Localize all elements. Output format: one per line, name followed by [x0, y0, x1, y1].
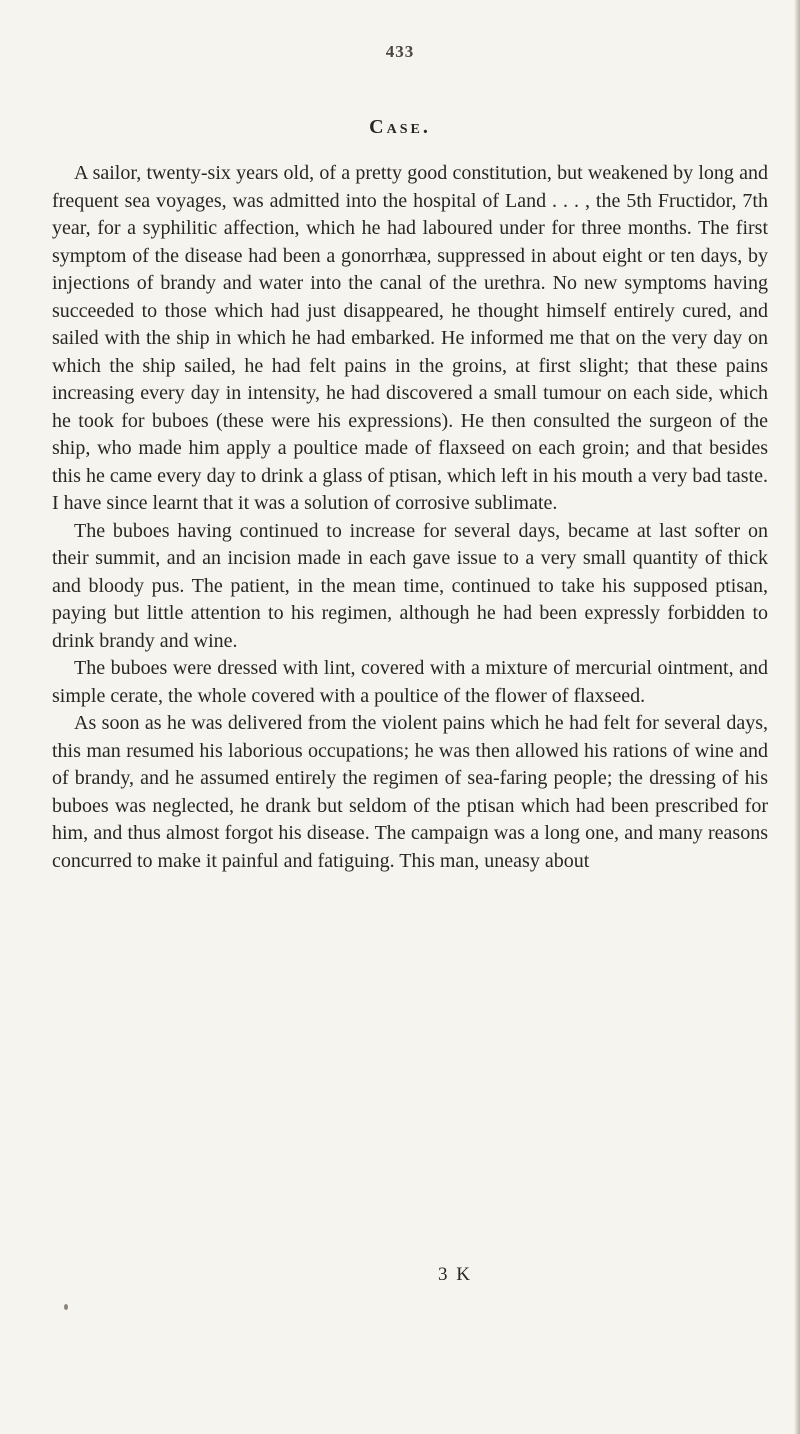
- page-number: 433: [385, 42, 415, 61]
- body-text: [52, 160, 768, 875]
- paragraph-4: As soon as he was delivered from the violent pains which he had felt for several days, this man resumed his laborious occupations; he was then allowed his rations of wine and of brandy, and he assumed entirely the regimen of sea-faring people; the dressing of his buboes was neglected, he drank but seldom of the ptisan which had been prescribed for him, and thus almost forgot his disease. The campaign was a long one, and many reasons concurred to make it painful and fatiguing. This man, uneasy about: [52, 712, 768, 872]
- paragraph-2: The buboes having continued to increase for several days, became at last softer on their summit, and an incision made in each gave issue to a very small quantity of thick and bloody pus. The patient, in the mean time, continued to take his supposed ptisan, paying but little attention to his regimen, although he had been expressly forbidden to drink brandy and wine.: [52, 519, 768, 652]
- ink-speck: [64, 1304, 68, 1310]
- paragraph-3: The buboes were dressed with lint, covered with a mixture of mercurial ointment, and simple cerate, the whole covered with a poultice of the flower of flaxseed.: [52, 657, 768, 707]
- paragraph-1: A sailor, twenty-six years old, of a pretty good constitution, but weakened by long and frequent sea voyages, was admitted into the hospital of Land . . . , the 5th Fructidor, 7th year, for a syphilitic affection, which he had laboured under for three months. The first symptom of the disease had been a gonorrhæa, suppressed in about eight or ten days, by injections of brandy and water into the canal of the urethra. No new symptoms having succeeded to those which had just disappeared, he thought himself entirely cured, and sailed with the ship in which he had embarked. He informed me that on the very day on which the ship sailed, he had felt pains in the groins, at first slight; that these pains increasing every day in intensity, he had discovered a small tumour on each side, which he took for buboes (these were his expressions). He then consulted the surgeon of the ship, who made him apply a poultice made of flaxseed on each groin; and that besides this he came every day to drink a glass of ptisan, which left in his mouth a very bad taste. I have since learnt that it was a solution of corrosive sublimate.: [52, 162, 768, 514]
- section-heading: Case.: [369, 116, 431, 138]
- signature-mark: 3 K: [438, 1264, 472, 1285]
- page-edge-shadow: [794, 0, 800, 1434]
